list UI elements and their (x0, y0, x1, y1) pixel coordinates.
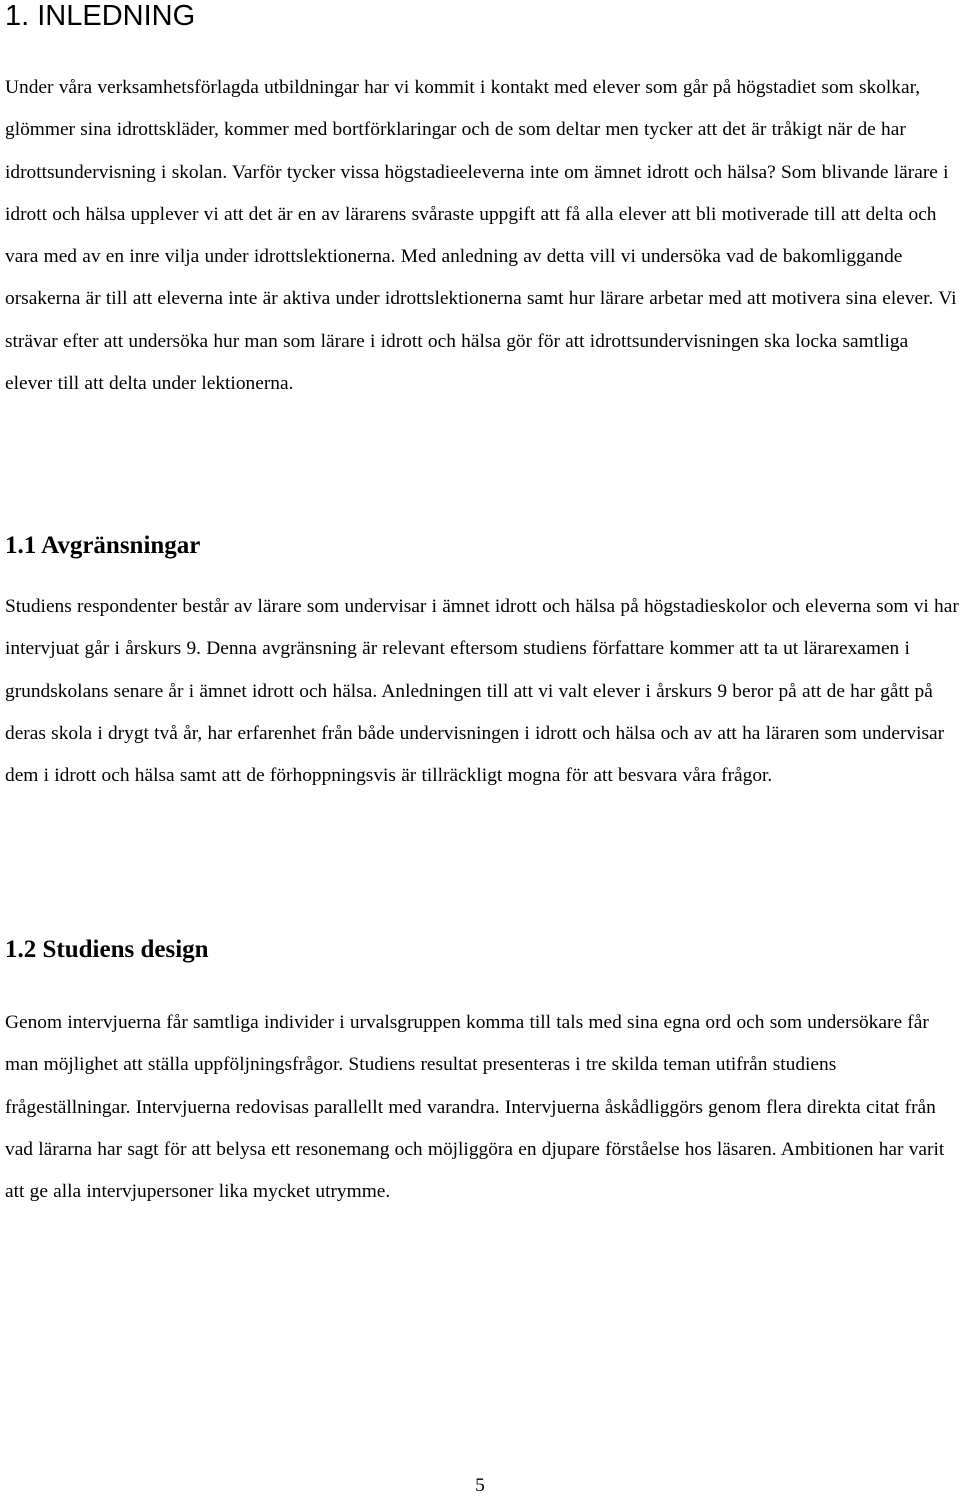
studiens-design-paragraph: Genom intervjuerna får samtliga individer i urvalsgruppen komma till tals med sina egna ord och som undersökare får man möjlighet att ställa uppföljningsfrågor. Studiens resultat presenteras i tre skilda teman utifrån studiens frågeställningar. Intervjuerna redovisas parallellt med varandra. Intervjuerna åskådliggörs genom flera direkta citat från vad lärarna har sagt för att belysa ett resonemang och möjliggöra en djupare förståelse hos läsaren. Ambitionen har varit att ge alla intervjupersoner lika mycket utrymme. (5, 1012, 945, 1203)
intro-paragraph: Under våra verksamhetsförlagda utbildningar har vi kommit i kontakt med elever som går på högstadiet som skolkar, glömmer sina idrottskläder, kommer med bortförklaringar och de som deltar men tycker att det är tråkigt när de har idrottsundervisning i skolan. Varför tycker vissa högstadieeleverna inte om ämnet idrott och hälsa? Som blivande lärare i idrott och hälsa upplever vi att det är en av lärarens svåraste uppgift att få alla elever att bli motiverade till att delta och vara med av en inre vilja under idrottslektionerna. Med anledning av detta vill vi undersöka vad de bakomliggande orsakerna är till att eleverna inte är aktiva under idrottslektionerna samt hur lärare arbetar med att motivera sina elever. Vi strävar efter att undersöka hur man som lärare i idrott och hälsa gör för att idrottsundervisningen ska locka samtliga elever till att delta under lektionerna. (5, 77, 957, 395)
avgransningar-paragraph: Studiens respondenter består av lärare som undervisar i ämnet idrott och hälsa på högstadieskolor och eleverna som vi har intervjuat går i årskurs 9. Denna avgränsning är relevant eftersom studiens författare kommer att ta ut lärarexamen i grundskolans senare år i ämnet idrott och hälsa. Anledningen till att vi valt elever i årskurs 9 beror på att de har gått på deras skola i drygt två år, har erfarenhet från både undervisningen i idrott och hälsa och av att ha läraren som undervisar dem i idrott och hälsa samt att de förhoppningsvis är tillräckligt mogna för att besvara våra frågor. (5, 596, 959, 787)
chapter-title: 1. INLEDNING (5, 0, 196, 32)
section-title-studiens-design: 1.2 Studiens design (5, 936, 209, 963)
page-number: 5 (475, 1475, 485, 1496)
section-title-avgransningar: 1.1 Avgränsningar (5, 532, 201, 559)
